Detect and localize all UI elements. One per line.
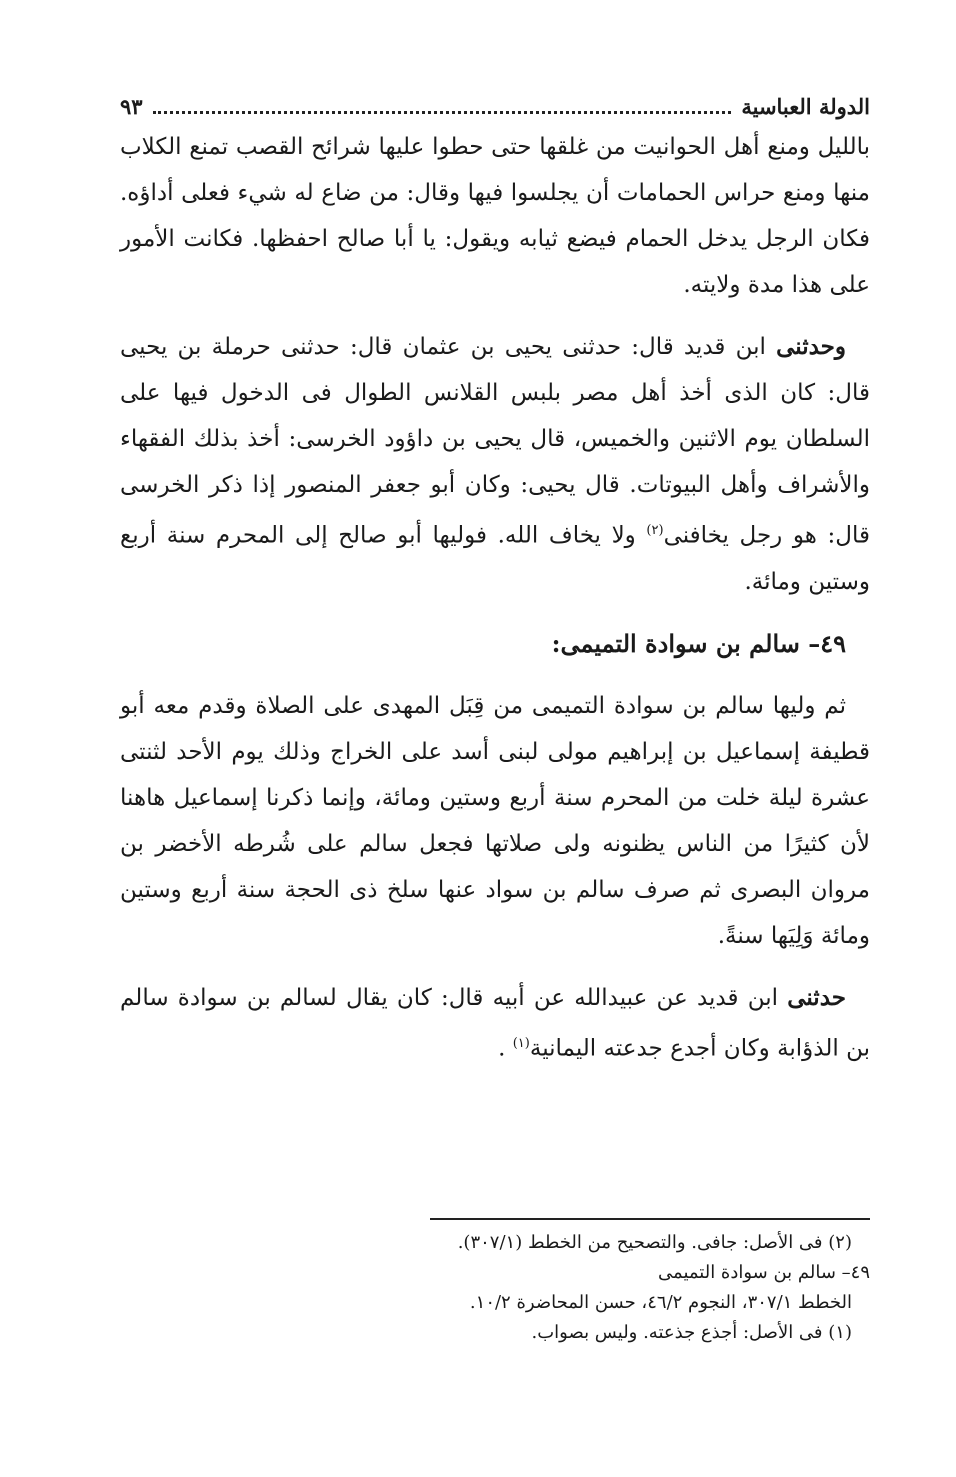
body-text (120, 124, 870, 1071)
page-number: ٩٣ (120, 94, 143, 119)
footnote-1: (١) فى الأصل: أجذع جذعته. وليس بصواب. (531, 1322, 852, 1343)
footnote-sources: الخطط ٣٠٧/١، النجوم ٤٦/٢، حسن المحاضرة ١٠/٢. (469, 1292, 852, 1313)
paragraph-4-text: ابن قديد عن عبيدالله عن أبيه قال: كان يقال لسالم بن سوادة سالم بن الذؤابة وكان أجدع جدعته اليمانية (120, 984, 870, 1062)
paragraph-2-tail: ولا يخاف الله. فوليها أبو صالح إلى المحرم سنة أربع وستين ومائة. (120, 522, 870, 595)
footnote-2: (٢) فى الأصل: جافى. والتصحيح من الخطط (٣٠٧/١). (457, 1232, 852, 1253)
paragraph-2-lead: وحدثنى (776, 333, 846, 360)
footnote-rule (430, 1218, 870, 1220)
footnotes (430, 1218, 870, 1348)
footnote-ref-1: (١) (512, 1035, 530, 1051)
footnote-section-title: ٤٩– سالم بن سوادة التميمى (658, 1262, 870, 1283)
paragraph-2 (120, 324, 870, 605)
paragraph-4-tail: . (498, 1035, 513, 1062)
running-header (120, 90, 870, 124)
footnote-ref-2: (٢) (646, 523, 664, 538)
section-heading: ٤٩– سالم بن سوادة التميمى: (551, 628, 846, 658)
header-dot-leader (153, 111, 732, 114)
paragraph-3: ثم وليها سالم بن سوادة التميمى من قِبَل المهدى على الصلاة وقدم معه أبو قطيفة إسماعيل بن إبراهيم مولى لبنى أسد على الخراج وذلك يوم الأحد لثنتى عشرة ليلة خلت من المحرم سنة أربع وستين ومائة، وإنما ذكرنا إسماعيل هاهنا لأن كثيرًا من الناس يظنونه ولى صلاتها فجعل سالم على شُرطه الأخضر بن مروان البصرى ثم صرف سالم بن سواد عنها سلخ ذى الحجة سنة أربع وستين ومائة وَلِيَها سنةً. (120, 692, 870, 949)
book-page (120, 90, 870, 1087)
header-title: الدولة العباسية (741, 94, 870, 119)
paragraph-2-text: ابن قديد قال: حدثنى يحيى بن عثمان قال: حدثنى حرملة بن يحيى قال: كان الذى أخذ أهل مصر بلبس القلانس الطوال فى الدخول فيها على السلطان يوم الاثنين والخميس، قال يحيى بن داؤود الخرسى: أخذ بذلك الفقهاء والأشراف وأهل البيوتات. قال يحيى: وكان أبو جعفر المنصور إذا ذكر الخرسى قال: هو رجل يخافنى (120, 334, 871, 549)
paragraph-4 (120, 975, 870, 1072)
paragraph-1: بالليل ومنع أهل الحوانيت من غلقها حتى حطوا عليها شرائح القصب تمنع الكلاب منها ومنع حراس الحمامات أن يجلسوا فيها وقال: من ضاع له شيء فعلى أداؤه. فكان الرجل يدخل الحمام فيضع ثيابه ويقول: يا أبا صالح احفظها. فكانت الأمور على هذا مدة ولايته. (120, 134, 870, 298)
paragraph-4-lead: حدثنى (787, 983, 846, 1011)
